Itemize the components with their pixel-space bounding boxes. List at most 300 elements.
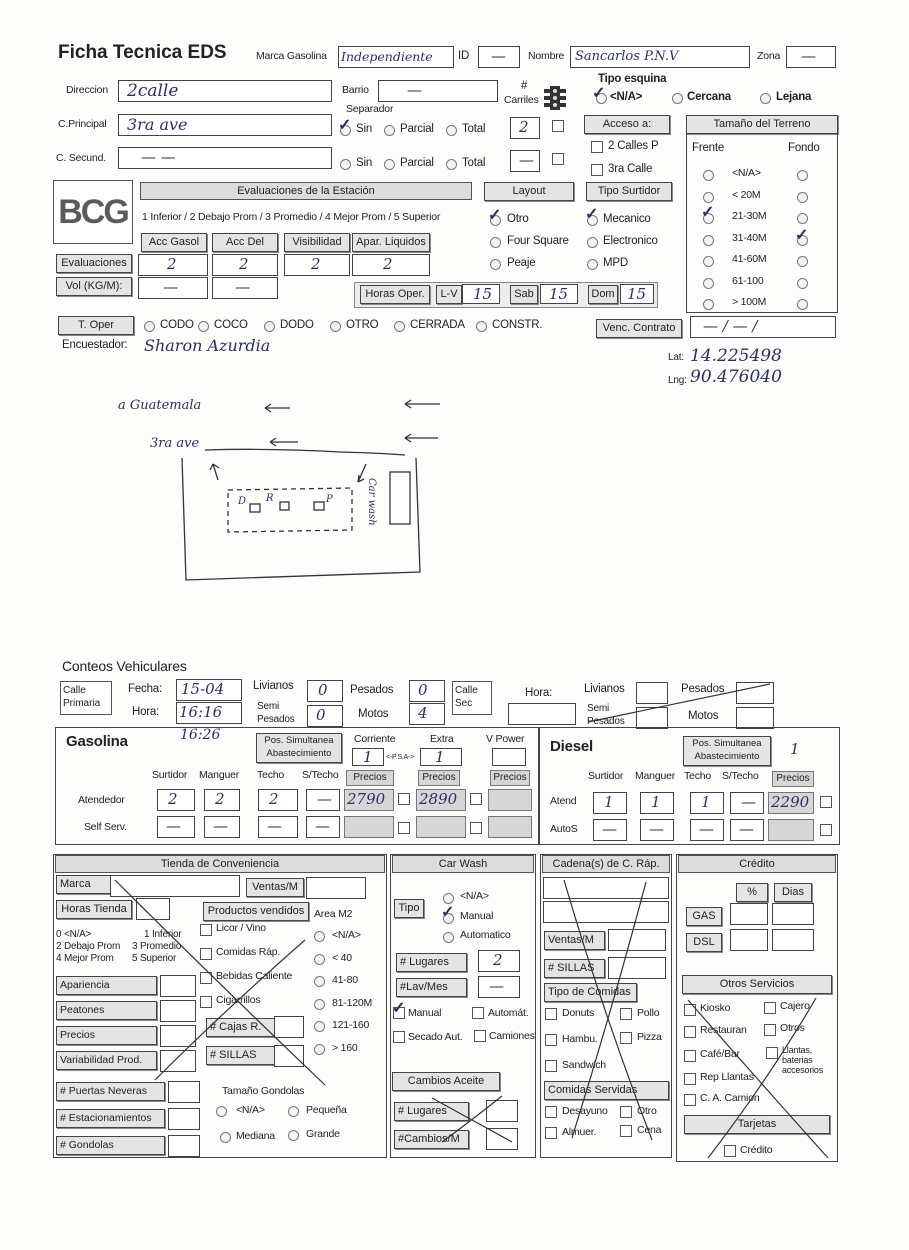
toper-option-0: CODO [160,319,194,331]
esquina-cercana-label: Cercana [687,91,731,103]
credito-gas-dias-field[interactable] [772,903,814,925]
eval-acc-del-field[interactable] [212,254,278,276]
toper-option-1: COCO [214,319,248,331]
carwash-lugares-value: 2 [493,951,503,969]
sketch-mark-r: R [266,493,274,504]
diesel-pos-value: 1 [790,740,800,758]
dom-field[interactable] [620,284,654,304]
toper-radio-2[interactable] [264,321,275,332]
fecha-field[interactable] [176,679,242,701]
credito-pct-label: % [736,883,768,902]
frente-label: Frente [692,142,725,154]
gas-atendedor-field-0[interactable] [157,789,195,811]
zona-field[interactable] [786,46,836,68]
acceso-2callesp-label: 2 Calles P [608,140,659,152]
csecund-field[interactable] [118,147,332,169]
lv-value: 15 [473,285,493,303]
precio-corriente-self-checkbox[interactable] [398,822,410,834]
diesel-atend-value-3: — [741,793,756,811]
surtidor-electronico-label: Electronico [603,235,658,247]
credito-dias-label: Dias [774,883,812,902]
eval-acc-gasol-field[interactable] [138,254,208,276]
gas-selfserv-field-2[interactable] [258,816,298,838]
sep-total-radio[interactable] [446,125,457,136]
servicio-label-5: Llantas, baterias accesorios [782,1045,824,1075]
terreno-fondo-radio-4[interactable] [797,256,808,267]
diesel-col-surtidor: Surtidor [588,770,624,782]
toper-radio-3[interactable] [330,321,341,332]
precio-diesel-checkbox[interactable] [820,796,832,808]
precio-diesel-value: 2290 [771,793,810,811]
toper-radio-0[interactable] [144,321,155,332]
carriles-secund-field[interactable] [510,150,540,172]
lat-label: Lat: [668,352,684,363]
eval-apar-liquidos-field[interactable] [352,254,430,276]
terreno-option-6: > 100M [732,296,767,308]
venc-contrato-field[interactable] [690,316,836,338]
carwash-camiones-checkbox[interactable] [474,1030,486,1042]
sep-total-label: Total [462,123,486,135]
marca-value: Independiente [341,49,433,64]
carwash-lugares-field[interactable] [478,950,520,972]
layout-otro-label: Otro [507,213,529,225]
sketch-street2: 3ra ave [150,436,200,451]
cadenas-sillas-label: # SILLAS [544,959,605,978]
surtidor-electronico-radio[interactable] [587,237,598,248]
vpower-label: V Power [486,733,525,745]
tienda-extra-field-1[interactable] [168,1108,200,1130]
extra-value: 1 [435,748,445,766]
precio-corriente-field[interactable] [344,789,394,811]
diesel-autos-value-1: — [649,820,664,838]
diesel-autos-value-3: — [739,820,754,838]
producto-label-3: Cigarrillos [216,994,261,1006]
area-option-5: > 160 [332,1041,358,1054]
eval-apar-liquidos-value: 2 [383,255,393,273]
carwash-lavmes-field[interactable] [478,976,520,998]
gasolina-pos-label: Pos. Simultanea Abastecimiento [256,733,342,763]
surtidor-mpd-radio[interactable] [587,259,598,270]
gondola-mediana-radio[interactable] [220,1132,231,1143]
gas-selfserv-value-3: — [315,817,330,835]
autos-label: AutoS [550,823,578,835]
gondola-pequena-radio[interactable] [288,1106,299,1117]
hora2-label: Hora: [525,687,553,699]
vol-row-label: Vol (KG/M): [56,277,132,296]
gondola-na-label: <N/A> [236,1104,265,1116]
tienda-eval-label-1: Peatones [56,1001,157,1020]
terreno-option-1: < 20M [732,188,761,201]
conteos-sec-crossout [580,678,780,728]
sep-sin-label: Sin [356,123,373,135]
csecund-label: C. Secund. [56,152,106,164]
gas-selfserv-value-0: — [166,817,181,835]
gas-atendedor-value-1: 2 [215,790,225,808]
acceso-3racalle-label: 3ra Calle [608,163,653,175]
area-option-1: < 40 [332,951,352,964]
credito-dsl-dias-field[interactable] [772,929,814,951]
semi-field[interactable] [307,705,343,727]
scale-1: 1 Inferior [144,929,182,940]
carwash-automat-checkbox[interactable] [472,1007,484,1019]
marca-field[interactable] [338,46,454,68]
venc-contrato-label: Venc. Contrato [596,319,682,338]
corriente-label: Corriente [354,733,396,745]
gondola-pequena-label: Pequeña [306,1104,347,1116]
carwash-automatico-radio[interactable] [443,932,454,943]
servicio-label-4: Café/Bar [700,1048,740,1060]
toper-option-3: OTRO [346,319,379,331]
carwash-header: Car Wash [392,855,534,873]
carriles-principal-checkbox[interactable] [552,120,564,132]
diesel-autos-field-1[interactable] [640,819,674,841]
gondola-na-radio[interactable] [216,1106,227,1117]
toper-radio-4[interactable] [394,321,405,332]
tienda-horas-label: Horas Tienda [56,900,132,919]
tienda-eval-label-3: Variabilidad Prod. [56,1051,157,1070]
venc-contrato-value: — / — / [703,317,758,335]
vol-value-2: — [235,278,250,296]
motos-field[interactable] [409,703,445,725]
sketch-carwash: Car wash [366,478,377,526]
direccion-field[interactable] [118,80,332,102]
servida-cena-label: Cena [637,1124,662,1136]
terreno-fondo-radio-5[interactable] [797,278,808,289]
tienda-extra-field-2[interactable] [168,1135,200,1157]
surtidor-mecanico-check: ✓ [585,206,599,223]
carwash-manual-chk-label: Manual [408,1007,442,1019]
vol-field-1[interactable] [138,277,208,299]
gas-precios-corriente-hdr: Precios [346,770,394,786]
scale-3: 3 Promedio [132,941,182,952]
diesel-autos-field-3[interactable] [730,819,764,841]
area-option-2: 41-80 [332,974,358,986]
precio-extra-self-checkbox[interactable] [470,822,482,834]
diesel-atend-field-0[interactable] [593,792,627,814]
eval-visibilidad-field[interactable] [284,254,350,276]
gas-selfserv-field-3[interactable] [306,816,340,838]
eval-visibilidad-value: 2 [311,255,321,273]
gondolas-label: Tamaño Gondolas [222,1085,305,1097]
diesel-atend-field-1[interactable] [640,792,674,814]
gas-col-stecho: S/Techo [302,769,339,781]
comida-donuts-label: Donuts [562,1007,595,1019]
carwash-automat-label: Automát. [488,1007,529,1019]
dom-value: 15 [627,285,647,303]
eval-acc-gasol-value: 2 [167,255,177,273]
area-option-3: 81-120M [332,996,373,1009]
layout-foursquare-label: Four Square [507,235,569,247]
terreno-option-2: 21-30M [732,210,767,222]
sep2-parcial-radio[interactable] [384,159,395,170]
sep-parcial-label: Parcial [400,123,434,135]
diesel-pos-label: Pos. Simultanea Abastecimiento [683,736,771,766]
diesel-autos-value-2: — [699,820,714,838]
sep2-total-radio[interactable] [446,159,457,170]
tipo-comidas-label: Tipo de Comidas [544,983,637,1002]
pesados-value: 0 [418,681,428,699]
diesel-atend-field-2[interactable] [690,792,724,814]
gas-atendedor-field-3[interactable] [306,789,340,811]
tienda-extra-label-1: # Estacionamientos [56,1109,165,1128]
layout-peaje-radio[interactable] [490,259,501,270]
precio-diesel-autos-checkbox[interactable] [820,824,832,836]
terreno-frente-radio-5[interactable] [703,278,714,289]
productos-label: Productos vendidos [203,902,309,921]
tienda-eval-label-0: Apariencia [56,976,157,995]
area-option-0: <N/A> [332,929,361,941]
tienda-eval-label-2: Precios [56,1026,157,1045]
carwash-manual-check: ✓ [441,904,455,921]
sep2-total-label: Total [462,157,486,169]
diesel-title: Diesel [550,738,593,755]
comida-hambu-label: Hambu. [562,1033,598,1045]
corriente-field[interactable] [352,748,384,766]
gas-col-manguer: Manguer [199,769,240,781]
direccion-label: Direccion [66,84,108,96]
eval-scale: 1 Inferior / 2 Debajo Prom / 3 Promedio / 4 Mejor Prom / 5 Superior [142,211,441,223]
sketch-mark-p: P [326,494,333,505]
lv-field[interactable] [462,284,500,304]
marca-label: Marca Gasolina [256,50,327,62]
carwash-lavmes-label: #Lav/Mes [396,978,467,997]
selfserv-label: Self Serv. [84,821,127,833]
diesel-autos-field-2[interactable] [690,819,724,841]
hora2-field[interactable] [508,703,576,725]
layout-foursquare-radio[interactable] [490,237,501,248]
terreno-frente-radio-6[interactable] [703,299,714,310]
cadenas-ventas-label: Ventas/M [544,931,605,950]
sep-parcial-radio[interactable] [384,125,395,136]
tienda-sillas-label: # SILLAS [206,1046,275,1065]
toper-radio-5[interactable] [476,321,487,332]
eval-col-visibilidad: Visibilidad [284,233,350,252]
corriente-value: 1 [363,748,373,766]
motos-label: Motos [358,708,389,720]
acceso-3racalle-checkbox[interactable] [591,164,603,176]
fecha-label: Fecha: [128,683,162,695]
gasolina-time-note: 16:26 [180,727,221,743]
credito-dsl-pct-field[interactable] [730,929,768,951]
vpower-field[interactable] [492,748,526,766]
tienda-crossout [55,870,385,1090]
acceso-2callesp-checkbox[interactable] [591,141,603,153]
gondola-grande-radio[interactable] [288,1130,299,1141]
carwash-na-label: <N/A> [460,890,489,902]
motos-value: 4 [418,704,428,722]
servicio-label-7: C. A. Camion [700,1092,760,1104]
atendedor-label: Atendedor [78,794,125,806]
esquina-lejana-radio[interactable] [760,93,771,104]
dom-label: Dom [588,285,618,304]
gas-atendedor-field-1[interactable] [204,789,240,811]
precio-extra-checkbox[interactable] [470,793,482,805]
csecund-value: — — [141,148,176,166]
precio-extra-self-field[interactable] [416,816,466,838]
precio-extra-field[interactable] [416,789,466,811]
terreno-frente-radio-3[interactable] [703,235,714,246]
credito-gas-pct-field[interactable] [730,903,768,925]
gasolina-title: Gasolina [66,733,128,750]
precio-extra-value: 2890 [419,790,458,808]
otros-servicios-label: Otros Servicios [682,975,832,994]
diesel-atend-value-2: 1 [701,793,711,811]
carriles-principal-field[interactable] [510,117,540,139]
precio-corriente-self-field[interactable] [344,816,394,838]
credito-header: Crédito [678,855,836,873]
tienda-extra-label-0: # Puertas Neveras [56,1082,165,1101]
cambios-mes-label: #Cambios/M [394,1130,469,1149]
producto-label-0: Licor / Vino [216,922,266,934]
lv-label: L-V [436,285,462,304]
livianos-field[interactable] [307,680,343,702]
comida-sandwich-label: Sandwich [562,1059,606,1071]
area-option-4: 121-160 [332,1019,370,1031]
servida-desayuno-label: Desayuno [562,1105,608,1117]
terreno-fondo-radio-6[interactable] [797,299,808,310]
gas-col-techo: Techo [257,769,285,781]
cadenas-crossout [542,870,670,1150]
precio-diesel-autos-field[interactable] [768,819,814,841]
comida-pizza-label: Pizza [637,1031,662,1043]
tipo-surtidor-button[interactable]: Tipo Surtidor [586,182,672,201]
pesados-field[interactable] [409,680,445,702]
extra-label: Extra [430,733,454,745]
toper-label: T. Oper [58,316,134,335]
calle-primaria-label: Calle Primaria [60,681,112,715]
sep2-sin-radio[interactable] [340,159,351,170]
surtidor-mecanico-label: Mecanico [603,213,651,225]
tarjeta-credito-label: Crédito [740,1144,773,1156]
terreno-option-3: 31-40M [732,231,767,244]
evaluaciones-header: Evaluaciones de la Estación [140,182,472,200]
layout-button[interactable]: Layout [484,182,574,201]
gas-selfserv-field-1[interactable] [204,816,240,838]
eval-col-apar-liquidos: Apar. Liquidos [352,233,430,252]
eval-acc-del-value: 2 [239,255,249,273]
gas-col-surtidor: Surtidor [152,769,188,781]
zona-label: Zona [757,50,781,62]
esquina-cercana-radio[interactable] [672,93,683,104]
toper-radio-1[interactable] [198,321,209,332]
servicio-label-6: Rep Llantas [700,1071,754,1083]
terreno-frente-radio-4[interactable] [703,256,714,267]
precio-vpower-field[interactable] [488,789,532,811]
sab-field[interactable] [540,284,578,304]
nombre-field[interactable] [570,46,750,68]
id-field[interactable] [478,46,520,68]
esquina-na-check: ✓ [592,85,606,102]
cajas-label: # Cajas R. [206,1018,275,1037]
credito-dsl-label: DSL [686,933,722,952]
bcg-logo [53,180,133,244]
lng-label: Lng: [668,375,687,386]
servicio-label-1: Cajero [780,1000,810,1012]
carwash-manual-label: Manual [460,910,494,922]
terreno-fondo-radio-2[interactable] [797,213,808,224]
page-title: Ficha Tecnica EDS [58,42,227,63]
toper-option-2: DODO [280,319,314,331]
precio-vpower-self-field[interactable] [488,816,532,838]
pesados-label: Pesados [350,684,394,696]
sep2-parcial-label: Parcial [400,157,434,169]
area-label: Area M2 [314,908,353,920]
credito-crossout [678,990,838,1162]
eval-col-acc-gasol: Acc Gasol [141,233,207,252]
surtidor-mpd-label: MPD [603,257,628,269]
vol-field-2[interactable] [212,277,278,299]
tienda-header: Tienda de Conveniencia [55,855,385,873]
acceso-button[interactable]: Acceso a: [584,115,670,134]
barrio-field[interactable] [378,80,498,102]
hora-field[interactable] [176,702,242,724]
terreno-option-4: 41-60M [732,253,767,265]
encuestador-value: Sharon Azurdia [144,336,271,355]
vol-value-1: — [163,278,178,296]
precio-corriente-checkbox[interactable] [398,793,410,805]
servicio-label-0: Kiosko [700,1002,731,1014]
extra-field[interactable] [420,748,462,766]
scale-0: 0 <N/A> [56,929,92,940]
fecha-value: 15-04 [181,680,225,698]
diesel-atend-field-3[interactable] [730,792,764,814]
diesel-precios-hdr: Precios [772,771,814,787]
barrio-value: — [407,81,422,99]
carwash-manual-checkbox-mark: ✓ [392,1000,406,1017]
producto-label-2: Bebidas Caliente [216,970,293,982]
terreno-frente-radio-0[interactable] [703,170,714,181]
logo-text: BCG [58,193,128,231]
carwash-tipo-label: Tipo [394,899,424,918]
toper-option-5: CONSTR. [492,319,543,331]
hora-label: Hora: [132,706,160,718]
terreno-fondo-check: ✓ [795,227,809,244]
barrio-label: Barrio [342,84,369,96]
gas-selfserv-field-0[interactable] [157,816,195,838]
sketch-street1: a Guatemala [118,398,202,413]
cprincipal-field[interactable] [118,114,332,136]
toper-option-4: CERRADA [410,319,465,331]
carwash-automatico-label: Automatico [460,929,511,941]
terreno-header: Tamaño del Terreno [686,115,838,134]
gondola-grande-label: Grande [306,1128,340,1140]
terreno-fondo-radio-1[interactable] [797,192,808,203]
psa-label: <-P.S.A-> [386,754,415,761]
gas-atendedor-field-2[interactable] [258,789,298,811]
scale-2: 2 Debajo Prom [56,941,121,952]
esquina-lejana-label: Lejana [776,91,812,103]
tienda-marca-label: Marca [56,875,113,894]
carwash-lavmes-value: — [489,977,504,995]
tienda-ventas-label: Ventas/M [246,878,304,897]
id-value: — [491,47,506,65]
gas-precios-vpower-hdr: Precios [490,770,530,786]
diesel-col-techo: Techo [684,770,712,782]
livianos-value: 0 [318,681,328,699]
precio-diesel-field[interactable] [768,792,814,814]
terreno-fondo-radio-0[interactable] [797,170,808,181]
fondo-label: Fondo [788,142,820,154]
nombre-label: Nombre [528,50,565,62]
carriles-secund-checkbox[interactable] [552,153,564,165]
gondola-mediana-label: Mediana [236,1130,275,1142]
diesel-autos-field-0[interactable] [593,819,627,841]
terreno-frente-radio-1[interactable] [703,192,714,203]
livianos2-label: Livianos [584,683,625,695]
carwash-secado-checkbox[interactable] [393,1031,405,1043]
sab-value: 15 [549,285,569,303]
gas-atendedor-value-3: — [317,790,332,808]
